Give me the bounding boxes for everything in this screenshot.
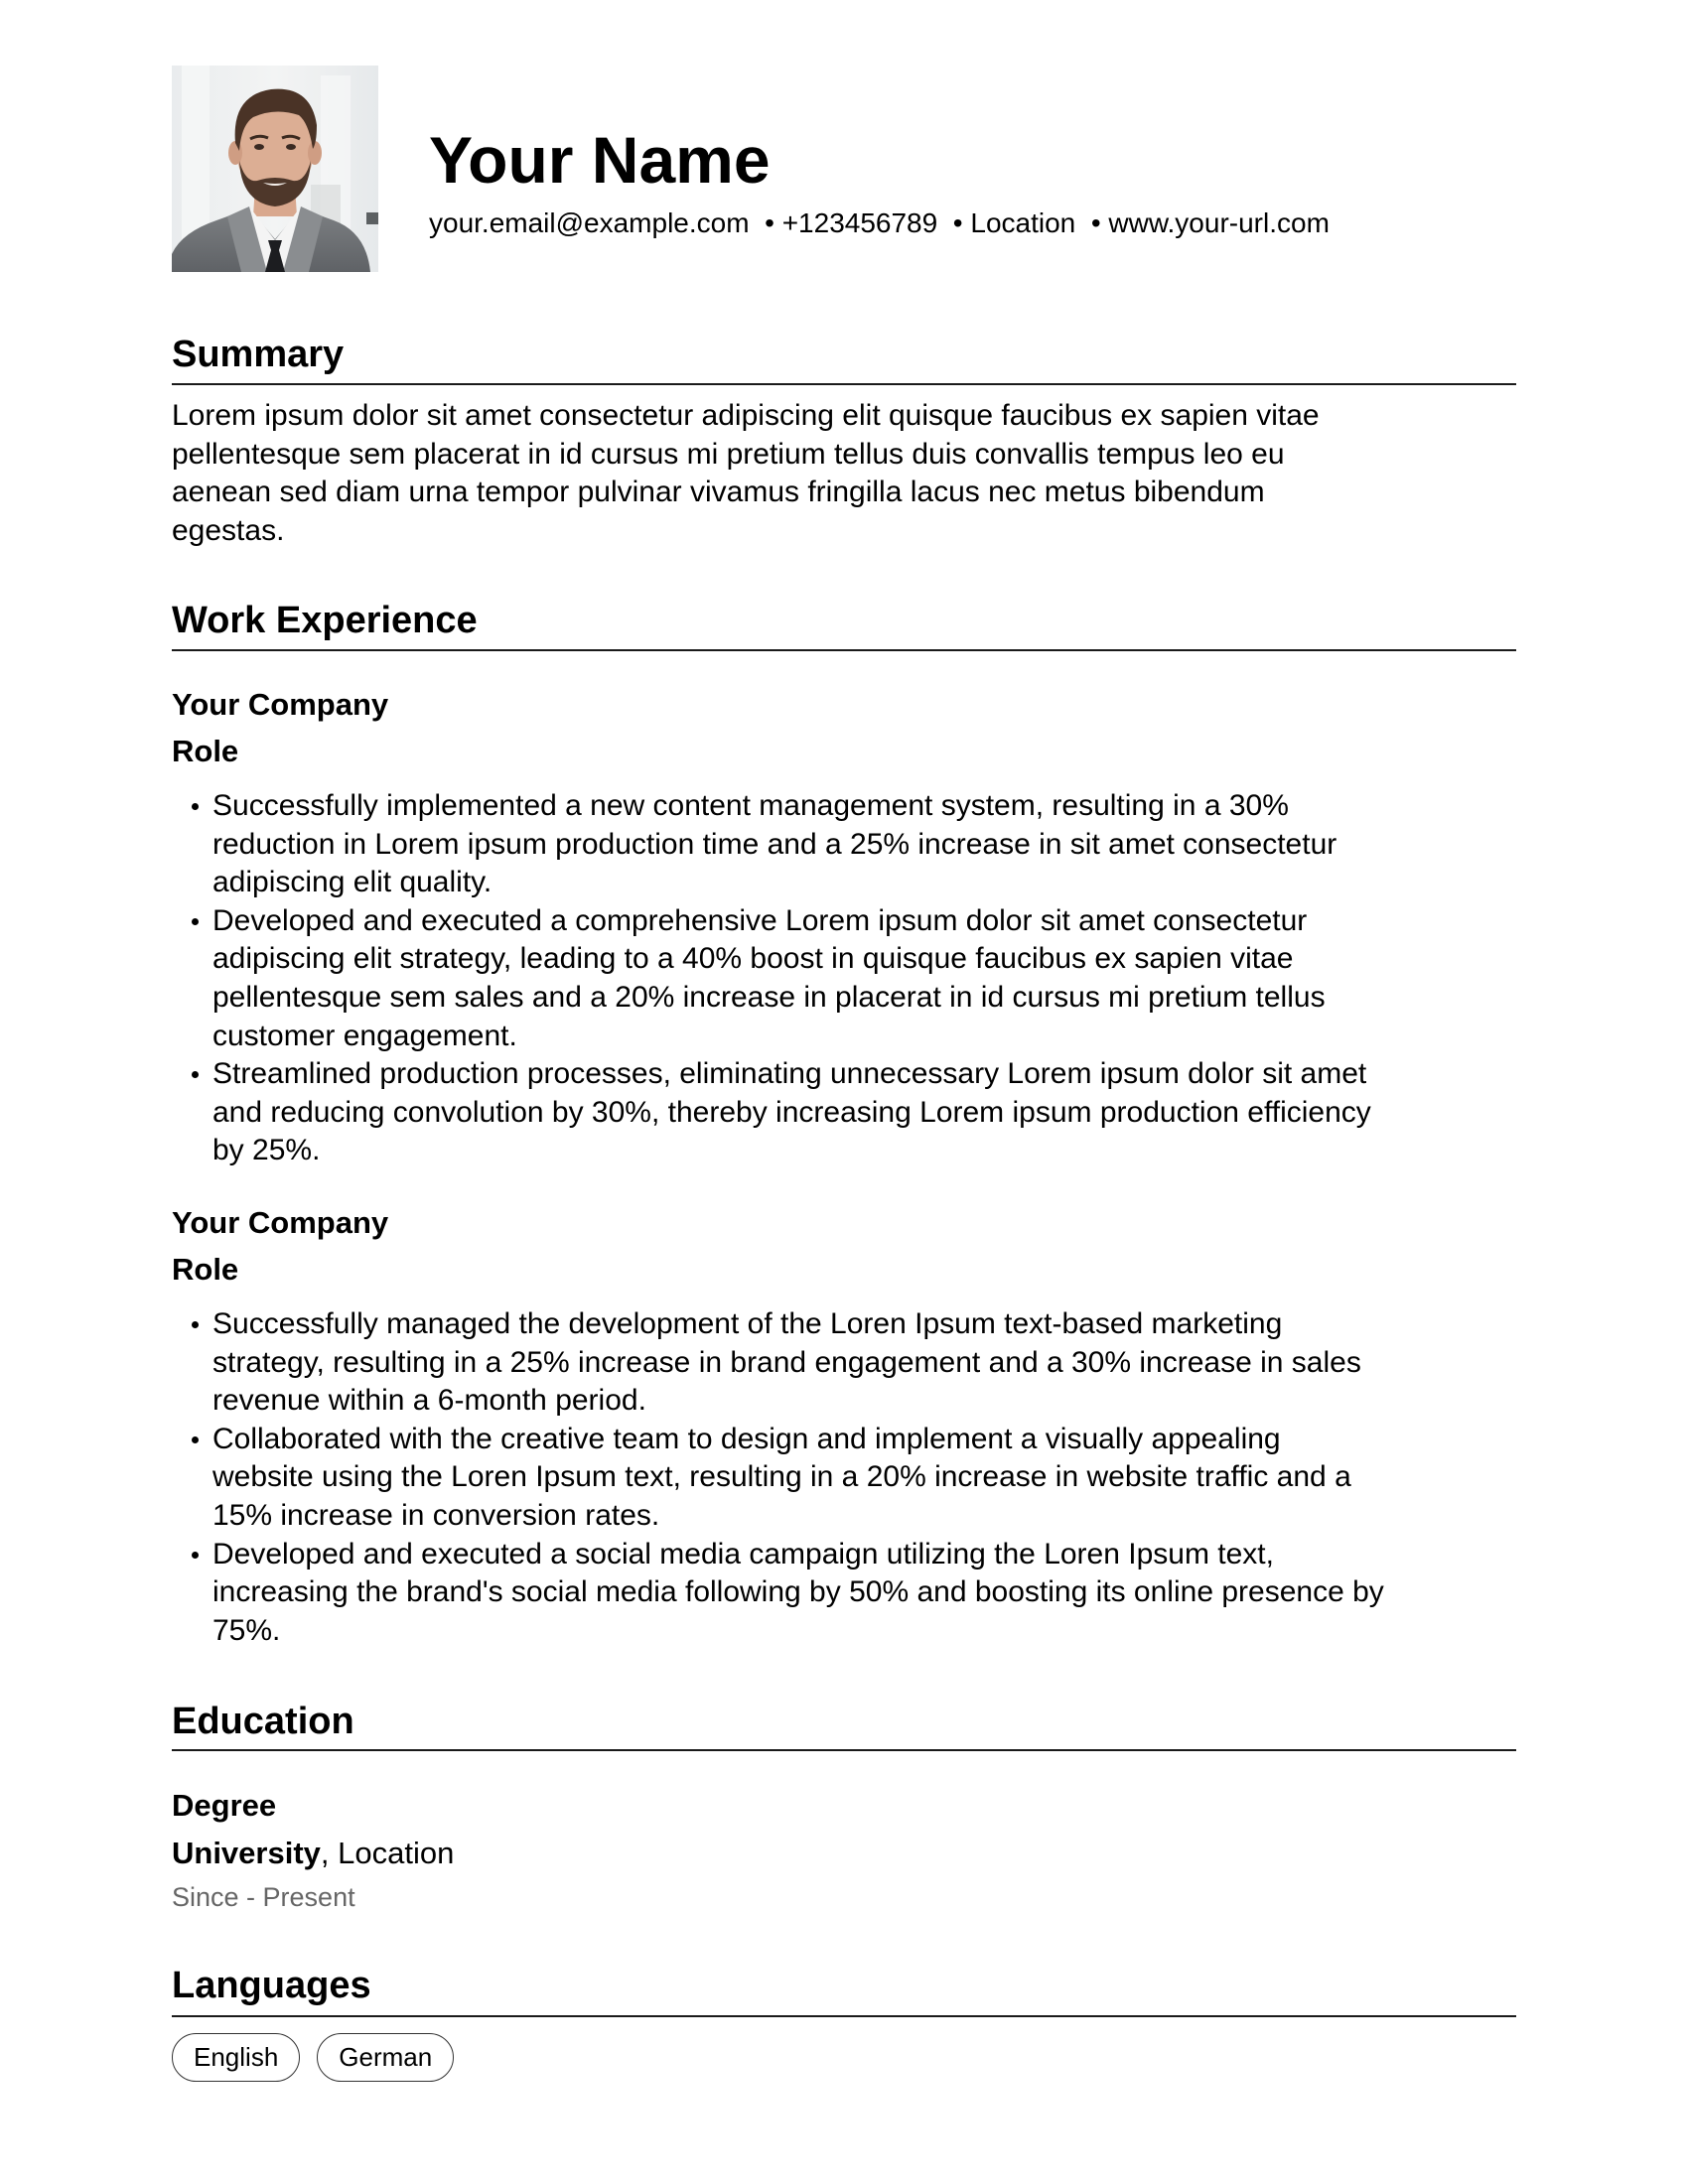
summary-line: pellentesque sem placerat in id cursus mi pretium tellus duis convallis tempus leo eu — [172, 437, 1285, 471]
section-divider — [172, 383, 1516, 385]
bullet-line: by 25%. — [212, 1134, 321, 1167]
summary-text — [172, 397, 1516, 550]
job-role: Role — [172, 1252, 239, 1287]
education-university-line — [172, 1834, 454, 1873]
education-degree: Degree — [172, 1788, 277, 1823]
contact-phone[interactable]: +123456789 — [781, 207, 938, 238]
job-bullet-list — [172, 1305, 1582, 1650]
bullet-line: Collaborated with the creative team to design and implement a visually appealing — [212, 1422, 1281, 1455]
job-company: Your Company — [172, 687, 389, 722]
section-title-education: Education — [172, 1701, 354, 1742]
bullet-line: strategy, resulting in a 25% increase in brand engagement and a 30% increase in sales — [212, 1345, 1361, 1379]
job-bullet — [172, 1536, 1582, 1651]
bullet-line: Streamlined production processes, eliminating unnecessary Lorem ipsum dolor sit amet — [212, 1057, 1367, 1091]
job-bullet-list — [172, 787, 1582, 1170]
education-location: , Location — [320, 1836, 455, 1870]
bullet-line: 15% increase in conversion rates. — [212, 1498, 660, 1532]
bullet-line: increasing the brand's social media following by 50% and boosting its online presence by — [212, 1575, 1384, 1609]
bullet-line: adipiscing elit quality. — [212, 866, 492, 899]
bullet-separator-icon: • — [952, 207, 963, 238]
bullet-line: 75%. — [212, 1613, 281, 1647]
section-divider — [172, 649, 1516, 651]
language-chip-english: English — [172, 2033, 300, 2082]
bullet-line: Successfully implemented a new content management system, resulting in a 30% — [212, 789, 1289, 822]
job-bullet — [172, 1055, 1582, 1170]
job-company: Your Company — [172, 1205, 389, 1240]
bullet-separator-icon: • — [1090, 207, 1101, 238]
education-dates: Since - Present — [172, 1882, 355, 1912]
contact-email[interactable]: your.email@example.com — [429, 207, 750, 238]
contact-location: Location — [970, 207, 1076, 238]
bullet-line: and reducing convolution by 30%, thereby increasing Lorem ipsum production efficiency — [212, 1095, 1371, 1129]
section-divider — [172, 2015, 1516, 2017]
language-chip-german: German — [317, 2033, 454, 2082]
profile-photo — [172, 66, 378, 272]
summary-line: Lorem ipsum dolor sit amet consectetur adipiscing elit quisque faucibus ex sapien vitae — [172, 399, 1320, 432]
section-title-work-experience: Work Experience — [172, 600, 478, 641]
job-role: Role — [172, 734, 239, 768]
bullet-line: Developed and executed a comprehensive Lorem ipsum dolor sit amet consectetur — [212, 903, 1308, 937]
bullet-line: customer engagement. — [212, 1019, 517, 1052]
bullet-line: Developed and executed a social media campaign utilizing the Loren Ipsum text, — [212, 1537, 1274, 1570]
bullet-separator-icon: • — [765, 207, 774, 238]
bullet-line: pellentesque sem sales and a 20% increase in placerat in id cursus mi pretium tellus — [212, 980, 1326, 1014]
section-title-languages: Languages — [172, 1965, 371, 2006]
job-bullet — [172, 1421, 1582, 1536]
bullet-line: website using the Loren Ipsum text, resulting in a 20% increase in website traffic and a — [212, 1460, 1351, 1494]
section-divider — [172, 1749, 1516, 1751]
summary-line: egestas. — [172, 513, 285, 547]
summary-line: aenean sed diam urna tempor pulvinar vivamus fringilla lacus nec metus bibendum — [172, 476, 1265, 508]
contact-separator — [750, 207, 766, 238]
bullet-line: Successfully managed the development of the Loren Ipsum text-based marketing — [212, 1307, 1283, 1340]
language-chip-list — [172, 2033, 454, 2082]
job-bullet — [172, 1305, 1582, 1421]
job-bullet — [172, 902, 1582, 1055]
education-university: University — [172, 1836, 321, 1870]
contact-url[interactable]: www.your-url.com — [1108, 207, 1330, 238]
bullet-line: revenue within a 6-month period. — [212, 1384, 646, 1418]
portrait-photo-icon — [172, 66, 378, 272]
bullet-line: adipiscing elit strategy, leading to a 40% boost in quisque faucibus ex sapien vitae — [212, 942, 1294, 976]
candidate-name: Your Name — [429, 123, 771, 197]
contact-line — [429, 205, 1330, 241]
section-title-summary: Summary — [172, 334, 345, 375]
job-bullet — [172, 787, 1582, 902]
bullet-line: reduction in Lorem ipsum production time and a 25% increase in sit amet consectetur — [212, 827, 1337, 861]
